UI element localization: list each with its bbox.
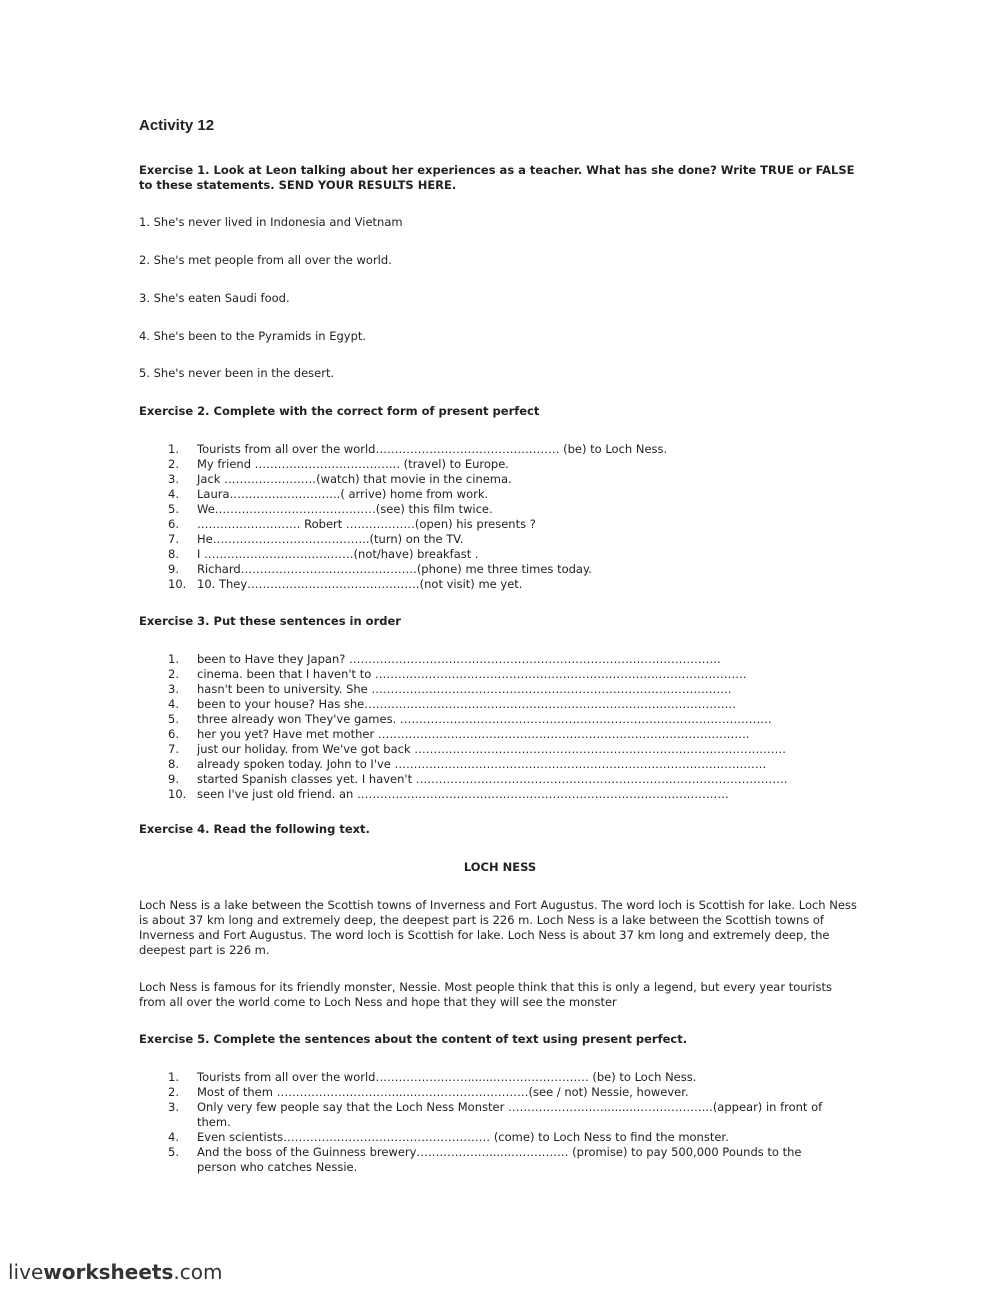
list-item: 2. Most of them …………………………......…………………………(see / not) Nessie, however. (168, 1085, 689, 1099)
list-item: 10. 10. They………………………………………(not visit) me yet. (168, 577, 523, 591)
exercise-5-heading: Exercise 5. Complete the sentences about the content of text using present perfect. (139, 1032, 688, 1046)
list-item: 7. just our holiday. from We've got back ……………………………………………………………………………………. (168, 742, 786, 756)
logo-brand: worksheets (43, 1260, 174, 1284)
list-item: 2. cinema. been that I haven't to ……………………………………………………………………………………. (168, 667, 747, 681)
ex1-statement-2: 2. She's met people from all over the world. (139, 253, 392, 267)
exercise-2-list (168, 442, 668, 592)
exercise-2-heading: Exercise 2. Complete with the correct form of present perfect (139, 404, 540, 418)
activity-title: Activity 12 (139, 117, 215, 134)
list-item: 10. seen I've just old friend. an ……………………………………………………………………………………. (168, 787, 729, 801)
liveworksheets-logo[interactable] (8, 1260, 222, 1284)
list-item: 4. Even scientists……………………………………………… (come) to Loch Ness to find the monster. (168, 1130, 729, 1144)
list-item: 9. Richard……………………………………….(phone) me three times today. (168, 562, 592, 576)
ex1-statement-5: 5. She's never been in the desert. (139, 366, 335, 380)
ex1-statement-1: 1. She's never lived in Indonesia and Vietnam (139, 215, 403, 229)
ex1-statement-4: 4. She's been to the Pyramids in Egypt. (139, 329, 367, 343)
exercise-3-heading: Exercise 3. Put these sentences in order (139, 614, 401, 628)
reading-paragraph-1: Loch Ness is a lake between the Scottish towns of Inverness and Fort Augustus. The word loch is Scottish for lake. Loch Ness is about 37 km long and extremely deep, the deepest part is 226 m. Loch Ness is a lake between the Scottish towns of Inverness and Fort Augustus. The word loch is Scottish for lake. Loch Ness is about 37 km long and extremely deep, the deepest part is 226 m. (139, 898, 857, 957)
list-item: 1. Tourists from all over the world………………………………………… (be) to Loch Ness. (168, 442, 668, 456)
exercise-4-heading: Exercise 4. Read the following text. (139, 822, 370, 836)
list-item: 1. been to Have they Japan? ……………………………………………………………………………………. (168, 652, 721, 666)
list-item: 6. ……………………… Robert ………………(open) his presents ? (168, 517, 536, 531)
list-item: 3. Jack ……………………(watch) that movie in the cinema. (168, 472, 512, 486)
exercise-5-list (168, 1070, 837, 1175)
exercise-3-list (168, 652, 788, 802)
logo-prefix: live (8, 1260, 44, 1284)
list-item: 5. We……………………………………(see) this film twice. (168, 502, 493, 516)
list-item: 4. been to your house? Has she……………………………………………………………………………………. (168, 697, 736, 711)
list-item: 3. hasn't been to university. She …………………………………………………………………………………. (168, 682, 732, 696)
list-item: 6. her you yet? Have met mother ……………………………………………………………………………………. (168, 727, 750, 741)
list-item: 3. Only very few people say that the Loch Ness Monster ……………………..........………………..(appear) in front of them. (168, 1100, 823, 1129)
reading-paragraph-2: Loch Ness is famous for its friendly monster, Nessie. Most people think that this is only a legend, but every year tourists from all over the world come to Loch Ness and hope that they will see the monster (139, 980, 832, 1009)
ex1-statement-3: 3. She's eaten Saudi food. (139, 291, 290, 305)
list-item: 1. Tourists from all over the world……………………........…………………… (be) to Loch Ness. (168, 1070, 697, 1084)
list-item: 5. And the boss of the Guinness brewery……………….......…………… (promise) to pay 500,000 Pounds to the person who catches Nessie. (168, 1145, 802, 1174)
list-item: 7. He…………………………………..(turn) on the TV. (168, 532, 464, 546)
list-item: 9. started Spanish classes yet. I haven't ……………………………………………………………………………………. (168, 772, 788, 786)
text-title: LOCH NESS (463, 860, 537, 874)
list-item: 8. I …………………………………(not/have) breakfast . (168, 547, 479, 561)
exercise-1-heading: Exercise 1. Look at Leon talking about her experiences as a teacher. What has she done? Write TRUE or FALSE to these statements. SEND YOUR RESULTS HERE. (139, 163, 855, 192)
list-item: 8. already spoken today. John to I've ……………………………………………………………………………………. (168, 757, 767, 771)
list-item: 4. Laura………………………..( arrive) home from work. (168, 487, 489, 501)
list-item: 5. three already won They've games. ……………………………………………………………………………………. (168, 712, 772, 726)
logo-suffix: .com (173, 1260, 223, 1284)
list-item: 2. My friend ……………………………….. (travel) to Europe. (168, 457, 509, 471)
